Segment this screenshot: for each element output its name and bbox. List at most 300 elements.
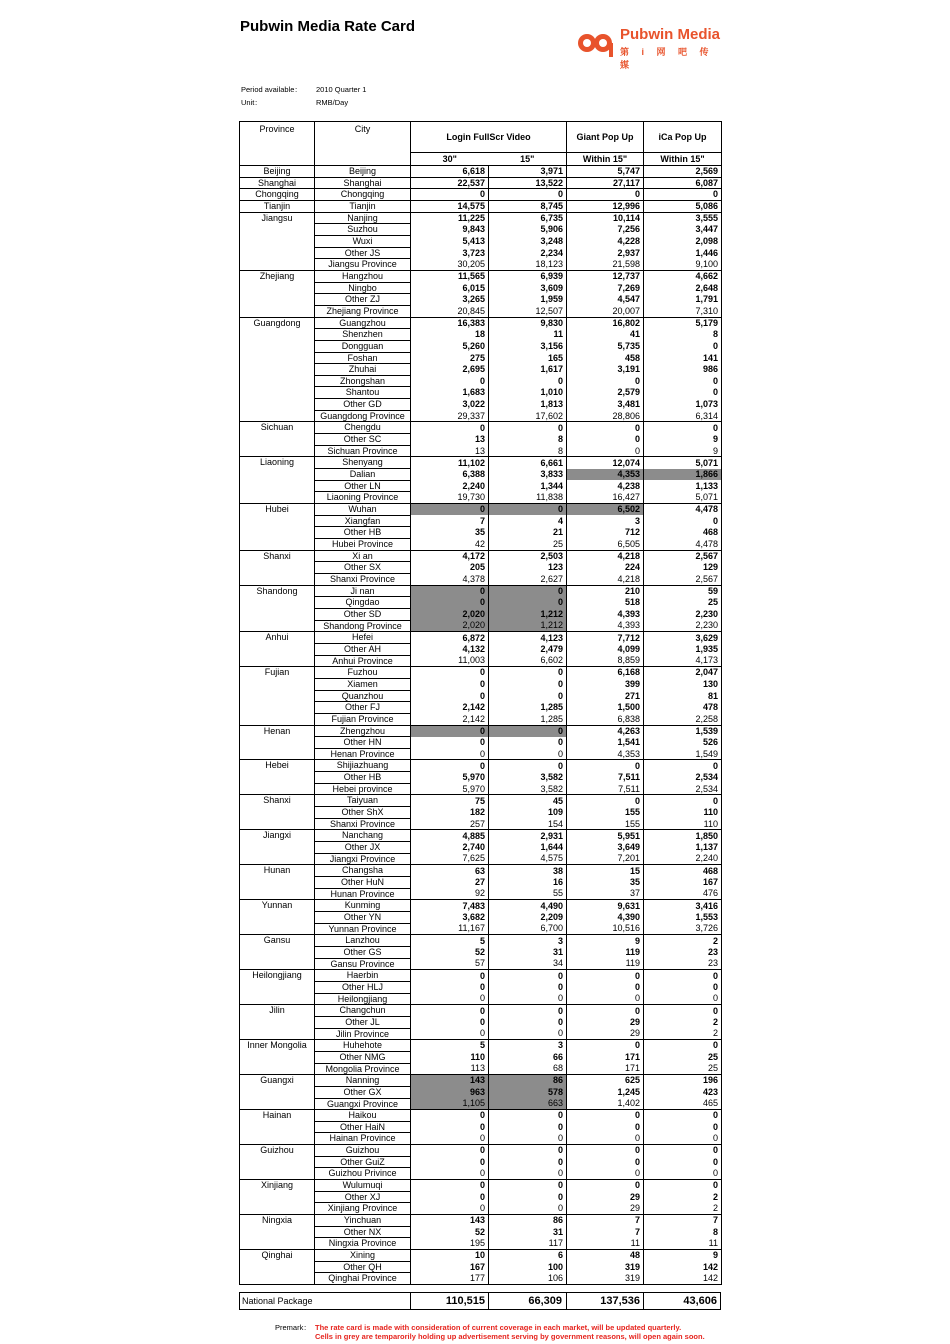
value-cell: 0 <box>489 1005 567 1017</box>
value-cell: 110 <box>644 818 722 830</box>
rate-table <box>239 121 722 1285</box>
city-cell: Other SX <box>315 562 411 574</box>
value-cell: 0 <box>644 970 722 982</box>
value-cell: 4,238 <box>567 480 644 492</box>
value-cell: 2,695 <box>411 364 489 376</box>
province-cell: Hainan <box>240 1110 315 1145</box>
value-cell: 0 <box>489 585 567 597</box>
value-cell: 5 <box>411 1040 489 1052</box>
value-cell: 4,575 <box>489 853 567 865</box>
province-cell: Gansu <box>240 935 315 970</box>
value-cell: 4,393 <box>567 608 644 620</box>
value-cell: 2,931 <box>489 830 567 842</box>
value-cell: 28,806 <box>567 410 644 422</box>
value-cell: 0 <box>567 189 644 201</box>
value-cell: 468 <box>644 527 722 539</box>
value-cell: 3,629 <box>644 632 722 644</box>
value-cell: 110 <box>644 807 722 819</box>
value-cell: 5,970 <box>411 772 489 784</box>
city-cell: Other SC <box>315 434 411 446</box>
value-cell: 2,230 <box>644 620 722 632</box>
province-total-label: Liaoning Province <box>315 492 411 504</box>
value-cell: 3,723 <box>411 247 489 259</box>
province-cell: Chongqing <box>240 189 315 201</box>
value-cell: 1,285 <box>489 702 567 714</box>
value-cell: 9,843 <box>411 224 489 236</box>
value-cell: 5,413 <box>411 235 489 247</box>
value-cell: 1,402 <box>567 1098 644 1110</box>
value-cell: 0 <box>489 375 567 387</box>
value-cell: 2,047 <box>644 667 722 679</box>
period-label: Period available： <box>241 85 302 94</box>
value-cell: 11,838 <box>489 492 567 504</box>
value-cell: 195 <box>411 1238 489 1250</box>
value-cell: 1,617 <box>489 364 567 376</box>
value-cell: 52 <box>411 946 489 958</box>
value-cell: 2,230 <box>644 608 722 620</box>
value-cell: 0 <box>489 667 567 679</box>
city-cell: Yinchuan <box>315 1215 411 1227</box>
value-cell: 4,390 <box>567 912 644 924</box>
city-cell: Xiangfan <box>315 515 411 527</box>
value-cell: 177 <box>411 1273 489 1285</box>
value-cell: 119 <box>567 946 644 958</box>
value-cell: 1,549 <box>644 748 722 760</box>
province-total-label: Guangdong Province <box>315 410 411 422</box>
value-cell: 0 <box>489 690 567 702</box>
value-cell: 0 <box>567 1156 644 1168</box>
value-cell: 75 <box>411 795 489 807</box>
city-cell: Suzhou <box>315 224 411 236</box>
national-package-label: National Package <box>242 1296 313 1306</box>
value-cell: 1,073 <box>644 399 722 411</box>
value-cell: 2,240 <box>644 853 722 865</box>
city-cell: Dalian <box>315 469 411 481</box>
value-cell: 6,168 <box>567 667 644 679</box>
value-cell: 23 <box>644 946 722 958</box>
value-cell: 7,269 <box>567 282 644 294</box>
table-row <box>240 760 722 772</box>
value-cell: 0 <box>644 340 722 352</box>
value-cell: 2,567 <box>644 573 722 585</box>
value-cell: 86 <box>489 1215 567 1227</box>
value-cell: 2,020 <box>411 620 489 632</box>
value-cell: 4,173 <box>644 655 722 667</box>
value-cell: 3,555 <box>644 212 722 224</box>
table-row <box>240 200 722 212</box>
city-cell: Nanchang <box>315 830 411 842</box>
table-row <box>240 504 722 516</box>
value-cell: 2,142 <box>411 702 489 714</box>
value-cell: 9 <box>644 1250 722 1262</box>
value-cell: 129 <box>644 562 722 574</box>
national-15s: 66,309 <box>528 1295 562 1307</box>
city-cell: Other QH <box>315 1261 411 1273</box>
value-cell: 663 <box>489 1098 567 1110</box>
value-cell: 2 <box>644 1016 722 1028</box>
value-cell: 2 <box>644 1191 722 1203</box>
value-cell: 6 <box>489 1250 567 1262</box>
remark-line-2: Cells in grey are temparorily holding up advertisement serving by government reasons, will open again soon. <box>315 1332 705 1341</box>
table-row <box>240 970 722 982</box>
value-cell: 29,337 <box>411 410 489 422</box>
city-cell: Wuxi <box>315 235 411 247</box>
value-cell: 3,971 <box>489 166 567 178</box>
value-cell: 526 <box>644 737 722 749</box>
table-row <box>240 177 722 189</box>
table-row <box>240 585 722 597</box>
province-cell: Guangxi <box>240 1075 315 1110</box>
value-cell: 0 <box>411 1191 489 1203</box>
value-cell: 7 <box>567 1215 644 1227</box>
value-cell: 0 <box>411 504 489 516</box>
value-cell: 0 <box>411 678 489 690</box>
value-cell: 986 <box>644 364 722 376</box>
province-total-label: Shandong Province <box>315 620 411 632</box>
province-total-label: Hebei province <box>315 783 411 795</box>
value-cell: 155 <box>567 818 644 830</box>
province-cell: Tianjin <box>240 200 315 212</box>
value-cell: 0 <box>411 993 489 1005</box>
value-cell: 41 <box>567 329 644 341</box>
province-total-label: Fujian Province <box>315 713 411 725</box>
table-row <box>240 632 722 644</box>
value-cell: 465 <box>644 1098 722 1110</box>
value-cell: 0 <box>644 1180 722 1192</box>
value-cell: 0 <box>489 1121 567 1133</box>
value-cell: 625 <box>567 1075 644 1087</box>
value-cell: 16 <box>489 877 567 889</box>
value-cell: 10 <box>411 1250 489 1262</box>
value-cell: 0 <box>411 189 489 201</box>
value-cell: 7 <box>411 515 489 527</box>
value-cell: 3,248 <box>489 235 567 247</box>
unit-value: RMB/Day <box>316 98 349 107</box>
value-cell: 0 <box>644 189 722 201</box>
value-cell: 31 <box>489 1226 567 1238</box>
value-cell: 8,859 <box>567 655 644 667</box>
province-cell: Shanxi <box>240 550 315 585</box>
value-cell: 106 <box>489 1273 567 1285</box>
value-cell: 0 <box>489 748 567 760</box>
table-row <box>240 166 722 178</box>
value-cell: 0 <box>567 760 644 772</box>
value-cell: 6,939 <box>489 270 567 282</box>
city-cell: Changchun <box>315 1005 411 1017</box>
city-cell: Other HuN <box>315 877 411 889</box>
value-cell: 3,022 <box>411 399 489 411</box>
value-cell: 12,507 <box>489 305 567 317</box>
value-cell: 2,258 <box>644 713 722 725</box>
value-cell: 0 <box>411 1133 489 1145</box>
remark-line-1: The rate card is made with consideration of current coverage in each market, will be updated quarterly. <box>315 1323 682 1332</box>
province-cell: Ningxia <box>240 1215 315 1250</box>
city-cell: Other NX <box>315 1226 411 1238</box>
value-cell: 0 <box>489 1191 567 1203</box>
province-total-label: Qinghai Province <box>315 1273 411 1285</box>
value-cell: 1,133 <box>644 480 722 492</box>
value-cell: 478 <box>644 702 722 714</box>
value-cell: 2,234 <box>489 247 567 259</box>
value-cell: 8,745 <box>489 200 567 212</box>
value-cell: 5,951 <box>567 830 644 842</box>
table-row <box>240 1040 722 1052</box>
value-cell: 4,490 <box>489 900 567 912</box>
province-total-label: Hubei Province <box>315 539 411 551</box>
value-cell: 518 <box>567 597 644 609</box>
value-cell: 5,970 <box>411 783 489 795</box>
value-cell: 4,478 <box>644 504 722 516</box>
value-cell: 57 <box>411 958 489 970</box>
table-row <box>240 1180 722 1192</box>
value-cell: 0 <box>567 1040 644 1052</box>
value-cell: 0 <box>567 1180 644 1192</box>
city-cell: Other XJ <box>315 1191 411 1203</box>
value-cell: 6,505 <box>567 539 644 551</box>
value-cell: 6,661 <box>489 457 567 469</box>
value-cell: 2,648 <box>644 282 722 294</box>
value-cell: 11,102 <box>411 457 489 469</box>
province-total-label: Guizhou Privince <box>315 1168 411 1180</box>
value-cell: 55 <box>489 888 567 900</box>
province-cell: Heilongjiang <box>240 970 315 1005</box>
value-cell: 110 <box>411 1051 489 1063</box>
value-cell: 6,502 <box>567 504 644 516</box>
value-cell: 1,935 <box>644 643 722 655</box>
table-row <box>240 1145 722 1157</box>
value-cell: 0 <box>644 375 722 387</box>
province-cell: Anhui <box>240 632 315 667</box>
period-value: 2010 Quarter 1 <box>316 85 367 94</box>
value-cell: 0 <box>567 1110 644 1122</box>
value-cell: 68 <box>489 1063 567 1075</box>
city-cell: Guangzhou <box>315 317 411 329</box>
pubwin-logo <box>576 26 726 70</box>
giant-header: Giant Pop Up <box>567 122 644 153</box>
value-cell: 0 <box>411 981 489 993</box>
value-cell: 4,478 <box>644 539 722 551</box>
province-cell: Shandong <box>240 585 315 632</box>
table-row <box>240 1250 722 1262</box>
value-cell: 3,726 <box>644 923 722 935</box>
city-cell: Other SD <box>315 608 411 620</box>
value-cell: 4,218 <box>567 550 644 562</box>
value-cell: 21 <box>489 527 567 539</box>
value-cell: 25 <box>644 1063 722 1075</box>
value-cell: 142 <box>644 1261 722 1273</box>
value-cell: 6,388 <box>411 469 489 481</box>
value-cell: 8 <box>489 445 567 457</box>
value-cell: 165 <box>489 352 567 364</box>
value-cell: 30,205 <box>411 259 489 271</box>
table-row <box>240 1110 722 1122</box>
value-cell: 1,344 <box>489 480 567 492</box>
value-cell: 117 <box>489 1238 567 1250</box>
value-cell: 6,838 <box>567 713 644 725</box>
value-cell: 0 <box>489 1016 567 1028</box>
city-cell: Xining <box>315 1250 411 1262</box>
province-total-label: Zhejiang Province <box>315 305 411 317</box>
value-cell: 38 <box>489 865 567 877</box>
value-cell: 109 <box>489 807 567 819</box>
value-cell: 4,885 <box>411 830 489 842</box>
city-cell: Other ShX <box>315 807 411 819</box>
value-cell: 0 <box>411 725 489 737</box>
value-cell: 0 <box>489 1168 567 1180</box>
value-cell: 0 <box>489 1133 567 1145</box>
value-cell: 9,631 <box>567 900 644 912</box>
value-cell: 130 <box>644 678 722 690</box>
province-cell: Shanghai <box>240 177 315 189</box>
value-cell: 0 <box>489 1156 567 1168</box>
city-header: City <box>315 122 411 166</box>
city-cell: Other HaiN <box>315 1121 411 1133</box>
table-row <box>240 795 722 807</box>
value-cell: 2 <box>644 1028 722 1040</box>
value-cell: 0 <box>411 690 489 702</box>
value-cell: 182 <box>411 807 489 819</box>
table-row <box>240 935 722 947</box>
value-cell: 0 <box>411 1121 489 1133</box>
city-cell: Other JX <box>315 842 411 854</box>
value-cell: 2,569 <box>644 166 722 178</box>
city-cell: Shantou <box>315 387 411 399</box>
subheader-30s: 30" <box>411 153 489 166</box>
city-cell: Taiyuan <box>315 795 411 807</box>
value-cell: 2 <box>644 1203 722 1215</box>
value-cell: 0 <box>489 1180 567 1192</box>
value-cell: 48 <box>567 1250 644 1262</box>
value-cell: 12,074 <box>567 457 644 469</box>
subheader-15s: 15" <box>489 153 567 166</box>
value-cell: 7,511 <box>567 772 644 784</box>
period-line <box>241 84 366 95</box>
value-cell: 3,682 <box>411 912 489 924</box>
value-cell: 7 <box>567 1226 644 1238</box>
value-cell: 154 <box>489 818 567 830</box>
value-cell: 0 <box>644 1005 722 1017</box>
table-row <box>240 457 722 469</box>
value-cell: 13 <box>411 434 489 446</box>
value-cell: 25 <box>489 539 567 551</box>
value-cell: 8 <box>644 1226 722 1238</box>
value-cell: 9,830 <box>489 317 567 329</box>
province-cell: Hebei <box>240 760 315 795</box>
value-cell: 4,123 <box>489 632 567 644</box>
value-cell: 13 <box>411 445 489 457</box>
logo-brand-cn: 第 i 网 吧 传 媒 <box>620 47 714 70</box>
value-cell: 4,172 <box>411 550 489 562</box>
value-cell: 1,500 <box>567 702 644 714</box>
value-cell: 963 <box>411 1086 489 1098</box>
value-cell: 119 <box>567 958 644 970</box>
value-cell: 3,156 <box>489 340 567 352</box>
value-cell: 0 <box>489 1203 567 1215</box>
city-cell: Other GuiZ <box>315 1156 411 1168</box>
value-cell: 271 <box>567 690 644 702</box>
value-cell: 10,114 <box>567 212 644 224</box>
value-cell: 35 <box>567 877 644 889</box>
city-cell: Changsha <box>315 865 411 877</box>
value-cell: 0 <box>489 981 567 993</box>
value-cell: 1,212 <box>489 620 567 632</box>
value-cell: 0 <box>644 422 722 434</box>
value-cell: 6,314 <box>644 410 722 422</box>
value-cell: 10,516 <box>567 923 644 935</box>
value-cell: 0 <box>489 678 567 690</box>
province-header: Province <box>240 122 315 166</box>
value-cell: 0 <box>411 375 489 387</box>
province-total-label: Hunan Province <box>315 888 411 900</box>
value-cell: 29 <box>567 1191 644 1203</box>
value-cell: 45 <box>489 795 567 807</box>
province-cell: Sichuan <box>240 422 315 457</box>
province-total-label: Henan Province <box>315 748 411 760</box>
value-cell: 4 <box>489 515 567 527</box>
value-cell: 12,996 <box>567 200 644 212</box>
value-cell: 123 <box>489 562 567 574</box>
city-cell: Other JL <box>315 1016 411 1028</box>
value-cell: 0 <box>644 1133 722 1145</box>
value-cell: 3,609 <box>489 282 567 294</box>
value-cell: 5,071 <box>644 492 722 504</box>
value-cell: 25 <box>644 1051 722 1063</box>
login-header: Login FullScr Video <box>411 122 567 153</box>
city-cell: Zhongshan <box>315 375 411 387</box>
province-cell: Liaoning <box>240 457 315 504</box>
value-cell: 3,833 <box>489 469 567 481</box>
city-cell: Other HLJ <box>315 981 411 993</box>
pubwin-logo-icon <box>576 28 616 58</box>
value-cell: 27,117 <box>567 177 644 189</box>
value-cell: 100 <box>489 1261 567 1273</box>
value-cell: 0 <box>411 1203 489 1215</box>
value-cell: 0 <box>644 981 722 993</box>
value-cell: 171 <box>567 1051 644 1063</box>
city-cell: Other JS <box>315 247 411 259</box>
value-cell: 9 <box>644 434 722 446</box>
value-cell: 11,565 <box>411 270 489 282</box>
value-cell: 1,105 <box>411 1098 489 1110</box>
ica-header: iCa Pop Up <box>644 122 722 153</box>
value-cell: 2,142 <box>411 713 489 725</box>
remark-label: Premark： <box>275 1323 311 1332</box>
value-cell: 17,602 <box>489 410 567 422</box>
national-giant: 137,536 <box>600 1295 640 1307</box>
value-cell: 0 <box>411 760 489 772</box>
logo-brand-text: Pubwin Media <box>620 26 721 43</box>
value-cell: 3,582 <box>489 772 567 784</box>
province-total-label: Xinjiang Province <box>315 1203 411 1215</box>
value-cell: 4,378 <box>411 573 489 585</box>
city-cell: Chongqing <box>315 189 411 201</box>
value-cell: 3,649 <box>567 842 644 854</box>
value-cell: 1,866 <box>644 469 722 481</box>
value-cell: 0 <box>644 1121 722 1133</box>
city-cell: Other AH <box>315 643 411 655</box>
city-cell: Nanning <box>315 1075 411 1087</box>
value-cell: 16,383 <box>411 317 489 329</box>
table-row <box>240 830 722 842</box>
city-cell: Hefei <box>315 632 411 644</box>
province-cell: Hunan <box>240 865 315 900</box>
value-cell: 2,579 <box>567 387 644 399</box>
value-cell: 20,007 <box>567 305 644 317</box>
value-cell: 16,427 <box>567 492 644 504</box>
value-cell: 0 <box>644 993 722 1005</box>
value-cell: 0 <box>411 970 489 982</box>
city-cell: Quanzhou <box>315 690 411 702</box>
